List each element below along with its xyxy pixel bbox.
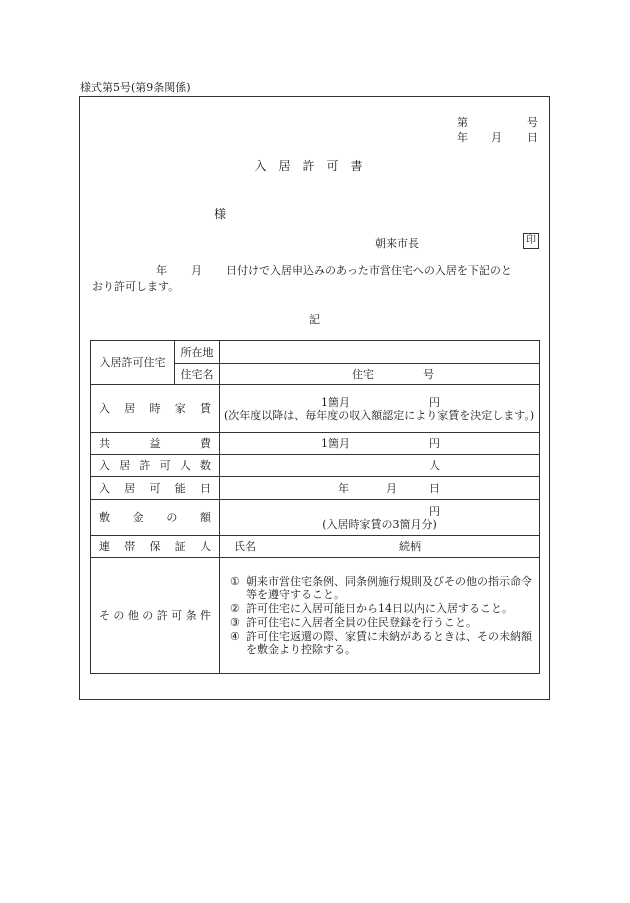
move-in-month: 月 (386, 481, 397, 495)
common-fee-value (220, 433, 540, 455)
housing-name-label: 住宅名 (175, 364, 220, 385)
conditions-value (220, 558, 540, 674)
deposit-unit: 円 (429, 504, 440, 518)
resident-count-label: 入居許可人数 (91, 455, 220, 477)
list-item (230, 630, 535, 656)
table-row (91, 433, 540, 455)
document-frame (79, 96, 550, 700)
move-in-date-value (220, 477, 540, 500)
body-month: 月 (191, 264, 202, 277)
rent-label: 入居時家賃 (91, 385, 220, 433)
body-line2: おり許可します。 (92, 280, 180, 293)
table-row (91, 341, 540, 364)
number-suffix: 号 (527, 116, 538, 129)
document-number-line (80, 114, 549, 128)
permission-statement (92, 263, 540, 295)
list-item (230, 602, 535, 615)
ki-heading: 記 (309, 313, 320, 326)
permit-details-table (90, 340, 540, 674)
guarantor-name-label: 氏名 (234, 540, 256, 553)
date-day: 日 (527, 131, 538, 144)
rent-unit: 円 (429, 395, 440, 409)
form-label: 様式第5号(第9条関係) (80, 81, 191, 94)
table-row (91, 455, 540, 477)
deposit-label: 敷金の額 (91, 500, 220, 536)
document-title: 入居許可書 (254, 159, 375, 173)
rent-note: (次年度以降は、毎年度の収入額認定により家賃を決定します。) (224, 408, 535, 422)
issuer-name: 朝来市長 (375, 237, 419, 250)
move-in-date-label: 入居可能日 (91, 477, 220, 500)
guarantor-label: 連帯保証人 (91, 536, 220, 558)
move-in-year: 年 (338, 481, 349, 495)
list-item (230, 575, 535, 601)
table-row (91, 477, 540, 500)
date-year: 年 (457, 131, 468, 144)
condition-text: 許可住宅に入居者全員の住民登録を行うこと。 (246, 616, 477, 629)
guarantor-relation-label: 続柄 (399, 540, 421, 553)
resident-count-unit: 人 (429, 459, 440, 472)
condition-text: 許可住宅に入居可能日から14日以内に入居すること。 (246, 602, 513, 615)
resident-count-value (220, 455, 540, 477)
rent-prefix: 1箇月 (321, 395, 350, 409)
common-fee-prefix: 1箇月 (321, 437, 350, 450)
addressee-suffix: 様 (214, 207, 227, 221)
conditions-list (224, 572, 535, 659)
seal-mark: 印 (523, 233, 539, 249)
number-prefix: 第 (457, 116, 468, 129)
condition-text: 朝来市営住宅条例、同条例施行規則及びその他の指示命令等を遵守すること。 (246, 575, 532, 601)
common-fee-label: 共益費 (91, 433, 220, 455)
table-row (91, 385, 540, 433)
housing-name-value (220, 364, 540, 385)
location-label: 所在地 (175, 341, 220, 364)
body-line1: 日付けで入居申込みのあった市営住宅への入居を下記のと (226, 264, 512, 277)
condition-mark: ④ (230, 630, 240, 643)
condition-mark: ② (230, 602, 240, 615)
housing-label: 入居許可住宅 (91, 341, 175, 385)
table-row (91, 558, 540, 674)
date-month: 月 (491, 131, 502, 144)
document-date-line (80, 129, 549, 143)
housing-name-unit: 号 (423, 367, 434, 381)
table-row (91, 536, 540, 558)
condition-mark: ① (230, 575, 240, 588)
location-value (220, 341, 540, 364)
condition-mark: ③ (230, 616, 240, 629)
rent-value (220, 385, 540, 433)
guarantor-value (220, 536, 540, 558)
deposit-note: (入居時家賃の3箇月分) (322, 517, 437, 531)
conditions-label: その他の許可条件 (91, 558, 220, 674)
body-year: 年 (156, 264, 167, 277)
move-in-day: 日 (429, 481, 440, 495)
housing-name-mid: 住宅 (352, 367, 374, 381)
list-item (230, 616, 535, 629)
condition-text: 許可住宅返還の際、家賃に未納があるときは、その未納額を敷金より控除する。 (246, 630, 532, 656)
common-fee-unit: 円 (429, 437, 440, 450)
deposit-value (220, 500, 540, 536)
table-row (91, 500, 540, 536)
